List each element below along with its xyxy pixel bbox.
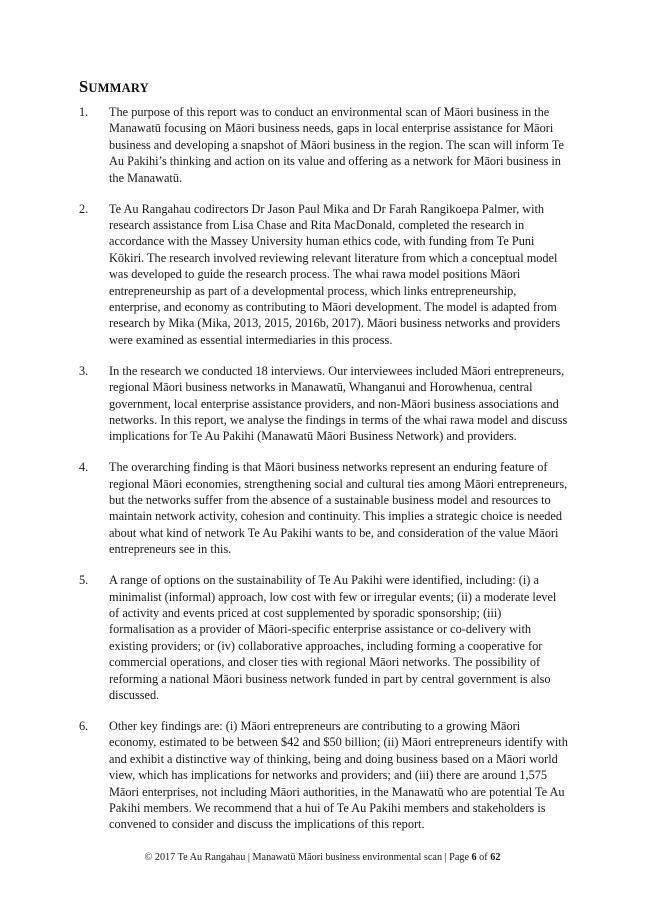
item-text: Te Au Rangahau codirectors Dr Jason Paul Mika and Dr Farah Rangikoepa Palmer, with research assistance from Lisa Chase and Rita MacDonald, completed the research in accordance with the Massey University human ethics code, with funding from Te Puni Kōkiri. The research involved reviewing relevant literature from which a conceptual model was developed to guide the research process. The whai rawa model positions Māori entrepreneurship as part of a developmental process, which links entrepreneurship, enterprise, and economy as contributing to Māori development. The model is adapted from research by Mika (Mika, 2013, 2015, 2016b, 2017). Māori business networks and providers were examined as essential intermediaries in this process. [109, 201, 561, 347]
heading-initial: S [79, 77, 89, 96]
footer-page-total: 62 [490, 852, 501, 863]
item-number: 1. [79, 105, 89, 119]
item-text: The overarching finding is that Māori business networks represent an enduring feature of regional Māori economies, strengthening social and cultural ties among Māori entrepreneurs, but the networks suffer from the absence of a sustainable business model and resources to maintain network activity, cohesion and continuity. This implies a strategic choice is needed about what kind of network Te Au Pakihi wants to be, and consideration of the value Māori entrepreneurs see in this. [109, 460, 568, 557]
list-item [79, 201, 569, 349]
item-number: 2. [79, 201, 89, 216]
item-text: Other key findings are: (i) Māori entrepreneurs are contributing to a growing Māori economy, estimated to be between $42 and $50 billion; (ii) Māori entrepreneurs identify with and exhibit a distinctive way of thinking, being and doing business based on a Māori world view, which has implications for networks and providers; and (iii) there are around 1,575 Māori enterprises, not including Māori authorities, in the Manawatū who are potential Te Au Pakihi members. We recommend that a hui of Te Au Pakihi members and stakeholders is convened to consider and discuss the implications of this report. [109, 718, 568, 832]
list-item [79, 104, 569, 186]
item-text: In the research we conducted 18 interviews. Our interviewees included Māori entrepreneurs, regional Māori business networks in Manawatū, Whanganui and Horowhenua, central government, local enterprise assistance providers, and non-Māori business associations and networks. In this report, we analyse the findings in terms of the whai rawa model and discuss implications for Te Au Pakihi (Manawatū Māori Business Network) and providers. [109, 363, 568, 444]
heading-rest: UMMARY [88, 81, 149, 95]
section-heading [79, 77, 149, 97]
footer-page-number: 6 [471, 852, 477, 863]
list-item [79, 363, 569, 445]
list-item [79, 572, 569, 703]
item-text: The purpose of this report was to conduct an environmental scan of Māori business in the Manawatū focusing on Māori business needs, gaps in local enterprise assistance for Māori business and developing a snapshot of Māori business in the region. The scan will inform Te Au Pakihi’s thinking and action on its value and offering as a network for Māori business in the Manawatū. [109, 105, 564, 185]
summary-list [79, 104, 569, 847]
item-number: 5. [79, 573, 89, 588]
item-number: 4. [79, 460, 89, 475]
footer-prefix: © 2017 Te Au Rangahau | Manawatū Māori business environmental scan | Page [144, 852, 472, 863]
item-number: 3. [79, 363, 89, 378]
list-item [79, 459, 569, 557]
item-number: 6. [79, 718, 89, 733]
page-footer [0, 852, 645, 863]
footer-of: of [476, 852, 491, 863]
list-item [79, 718, 569, 833]
item-text: A range of options on the sustainability of Te Au Pakihi were identified, including: (i) a minimalist (informal) approach, low cost with few or irregular events; (ii) a moderate level of activity and events priced at cost supplemented by sporadic sponsorship; (iii) formalisation as a provider of Māori-specific enterprise assistance or co-delivery with existing providers; or (iv) collaborative approaches, including forming a cooperative for commercial operations, and closer ties with regional Māori networks. The possibility of reforming a national Māori business network funded in part by central government is also discussed. [109, 573, 557, 702]
